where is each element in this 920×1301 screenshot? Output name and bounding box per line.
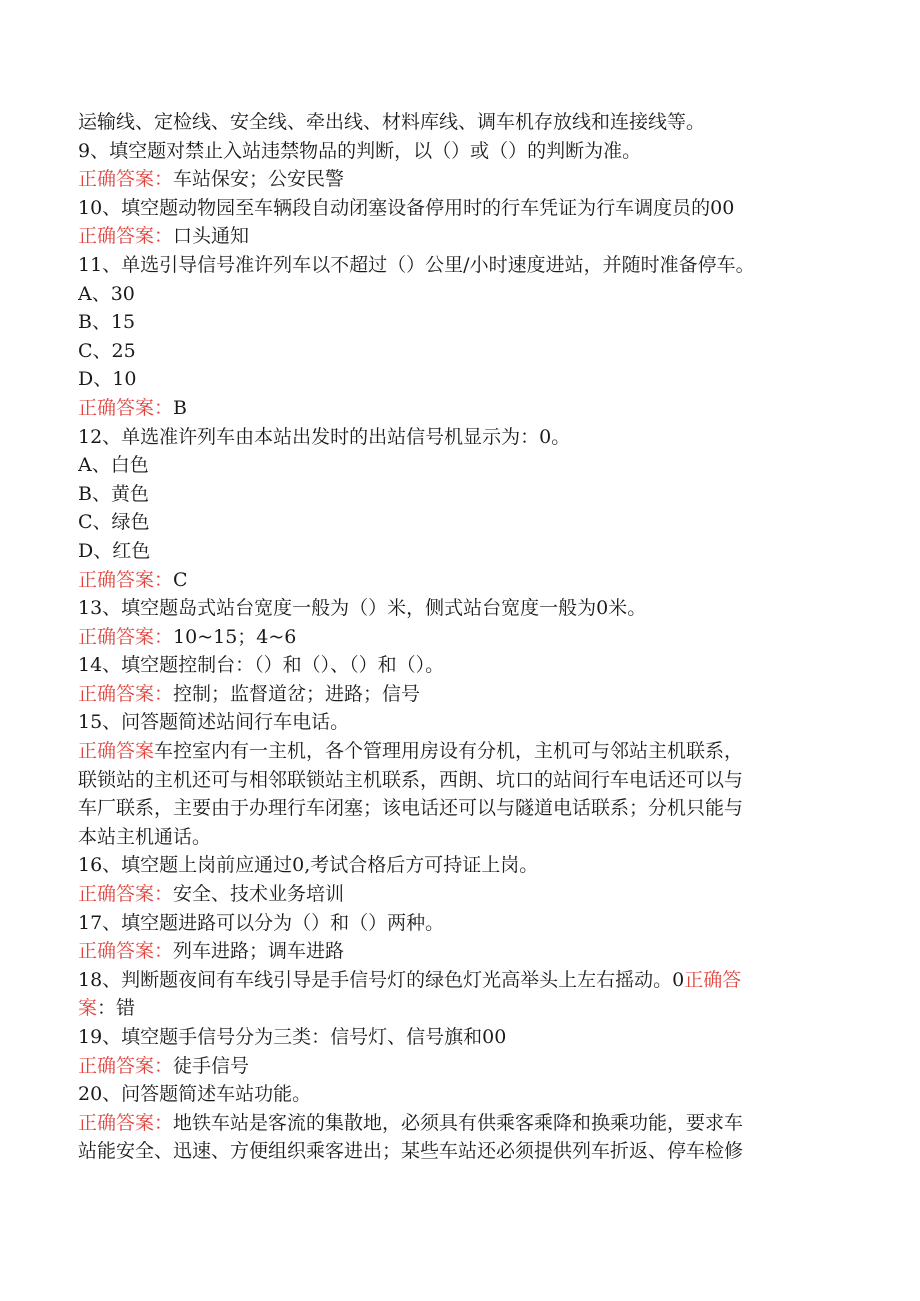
- text-line: 本站主机通话。: [78, 825, 212, 848]
- text-line: 车厂联系，主要由于办理行车闭塞；该电话还可以与隧道电话联系；分机只能与: [78, 797, 744, 820]
- answer-label: 正确答案：: [78, 568, 174, 591]
- answer-line: [78, 737, 848, 766]
- text-line: B、黄色: [78, 482, 149, 505]
- text-line: 19、填空题手信号分为三类：信号灯、信号旗和00: [78, 1026, 507, 1048]
- answer-line: [78, 994, 848, 1023]
- answer-text: ：错: [97, 997, 136, 1020]
- text-line: A、白色: [78, 454, 149, 477]
- text-line: 14、填空题控制台：（）和（）、（）和（）。: [78, 654, 445, 677]
- answer-label: 正确答案: [78, 740, 155, 763]
- answer-label: 正确答案：: [78, 396, 174, 419]
- answer-text: 列车进路；调车进路: [173, 940, 345, 963]
- text-line: 10、填空题动物园至车辆段自动闭塞设备停用时的行车凭证为行车调度员的00: [78, 196, 735, 219]
- answer-line: [78, 1052, 848, 1081]
- text-line: C、25: [78, 339, 136, 362]
- answer-text: 地铁车站是客流的集散地，必须具有供乘客乘降和换乘功能，要求车: [173, 1111, 744, 1134]
- answer-text: C: [173, 568, 188, 591]
- answer-text: 徒手信号: [173, 1054, 250, 1077]
- text-line: 运输线、定检线、安全线、牵出线、材料库线、调车机存放线和连接线等。: [78, 111, 706, 133]
- answer-text: 口头通知: [173, 225, 250, 248]
- answer-text: B: [173, 396, 187, 419]
- answer-line: [78, 880, 848, 909]
- answer-label: 正确答案：: [78, 940, 174, 963]
- text-line: 9、填空题对禁止入站违禁物品的判断，以（）或（）的判断为准。: [78, 139, 642, 162]
- text-line: 11、单选引导信号准许列车以不超过（）公里/小时速度进站，并随时准备停车。: [78, 253, 755, 276]
- text-line: 12、单选准许列车由本站出发时的出站信号机显示为：0。: [78, 425, 571, 448]
- answer-line: [78, 680, 848, 709]
- answer-label: 正确答案：: [78, 682, 174, 705]
- answer-label: 案: [78, 997, 98, 1020]
- text-line: 站能安全、迅速、方便组织乘客进出；某些车站还必须提供列车折返、停车检修: [78, 1140, 744, 1163]
- text-line: 15、问答题简述站间行车电话。: [78, 711, 350, 734]
- text-line: A、30: [78, 282, 135, 305]
- text-line: 13、填空题岛式站台宽度一般为（）米，侧式站台宽度一般为0米。: [78, 597, 647, 620]
- question-line: [78, 966, 848, 995]
- text-line: 20、问答题简述车站功能。: [78, 1083, 312, 1106]
- answer-label: 正确答案：: [78, 625, 174, 648]
- answer-line: [78, 222, 848, 251]
- answer-text: 控制；监督道岔；进路；信号: [173, 682, 421, 705]
- answer-line: [78, 566, 848, 595]
- question-text: 18、判断题夜间有车线引导是手信号灯的绿色灯光高举头上左右摇动。0: [78, 968, 685, 991]
- answer-label: 正确答案：: [78, 225, 174, 248]
- answer-text: 车控室内有一主机，各个管理用房设有分机，主机可与邻站主机联系，: [154, 740, 744, 763]
- answer-text: 车站保安；公安民警: [173, 168, 345, 191]
- answer-label: 正确答案：: [78, 1111, 174, 1134]
- answer-line: [78, 937, 848, 966]
- answer-line: [78, 165, 848, 194]
- document-page: [78, 108, 848, 1166]
- text-line: D、10: [78, 368, 137, 391]
- text-line: 17、填空题进路可以分为（）和（）两种。: [78, 911, 445, 934]
- answer-line: [78, 623, 848, 652]
- text-line: 联锁站的主机还可与相邻联锁站主机联系，西朗、坑口的站间行车电话还可以与: [78, 768, 744, 791]
- text-line: D、红色: [78, 539, 151, 562]
- answer-label: 正确答案：: [78, 168, 174, 191]
- answer-label: 正确答案：: [78, 1054, 174, 1077]
- answer-label: 正确答案：: [78, 883, 174, 906]
- answer-text: 安全、技术业务培训: [173, 883, 345, 906]
- answer-label: 正确答: [684, 968, 742, 991]
- answer-line: [78, 1109, 848, 1138]
- text-line: C、绿色: [78, 511, 150, 534]
- answer-line: [78, 394, 848, 423]
- text-line: B、15: [78, 311, 136, 334]
- answer-text: 10~15；4~6: [173, 625, 297, 648]
- text-line: 16、填空题上岗前应通过0,考试合格后方可持证上岗。: [78, 854, 539, 877]
